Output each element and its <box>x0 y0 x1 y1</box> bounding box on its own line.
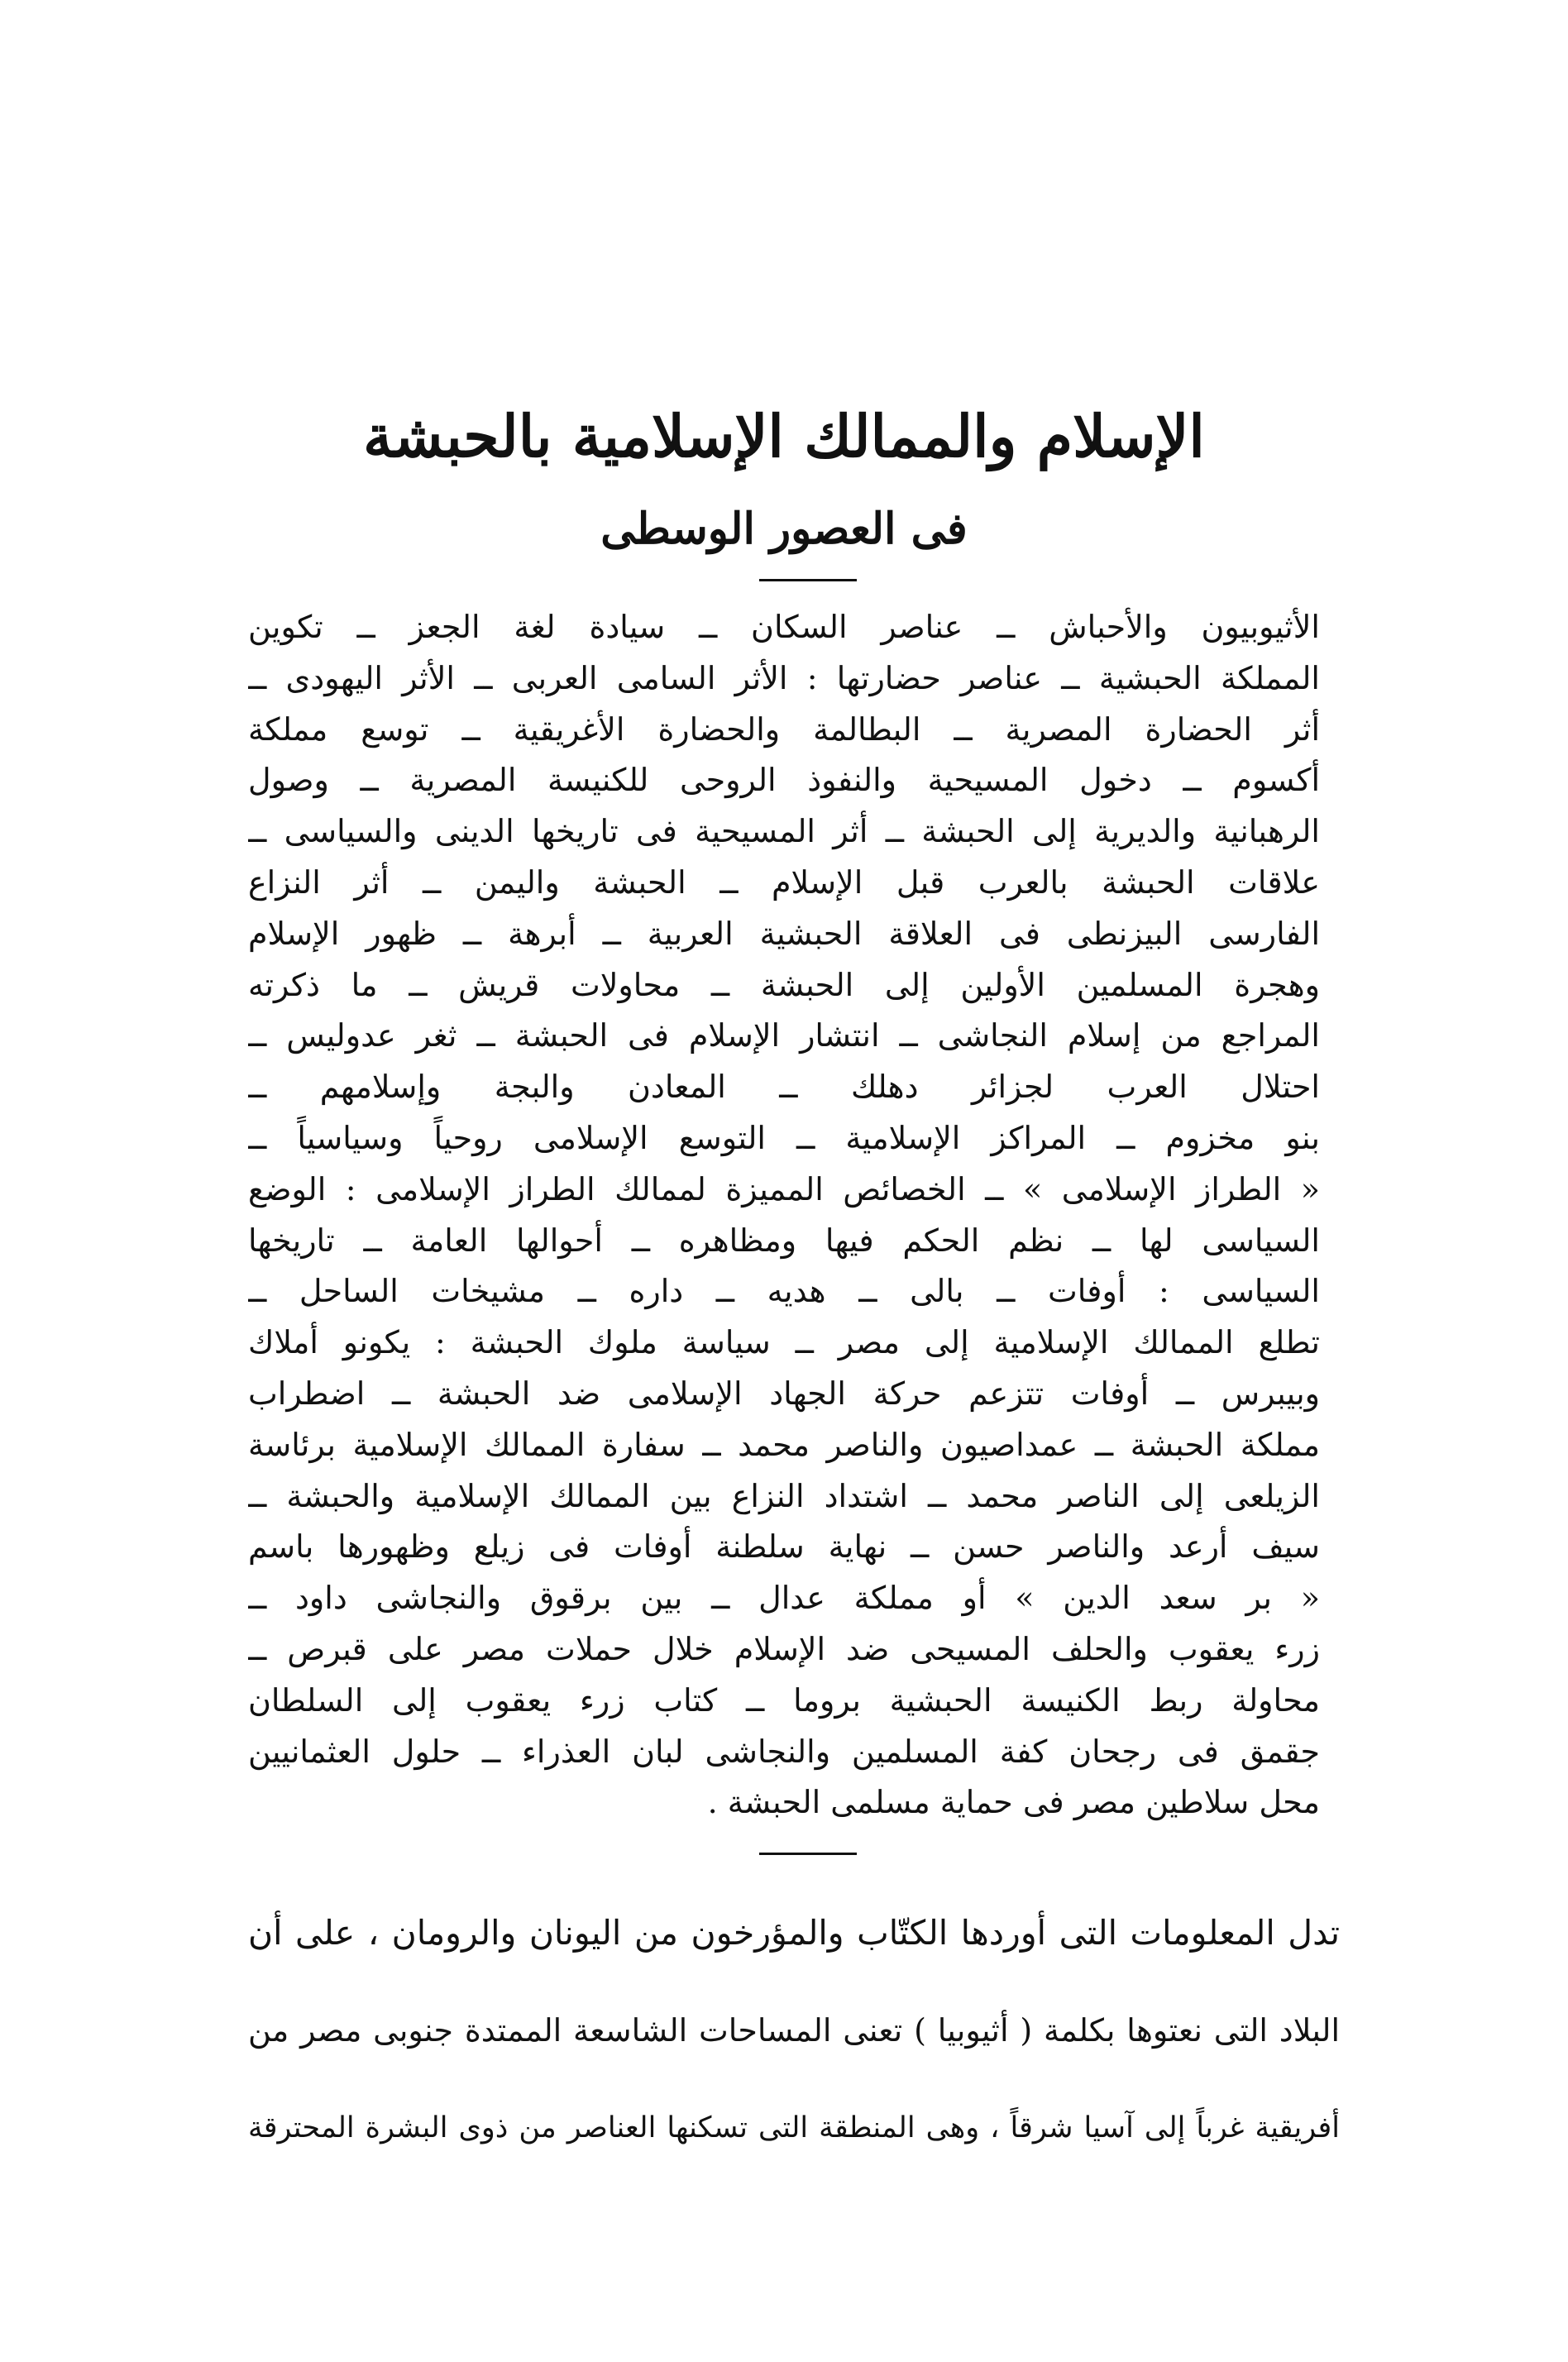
divider-top <box>759 579 857 581</box>
body-line: البلاد التى نعتوها بكلمة ( أثيوبيا ) تعنى المساحات الشاسعة الممتدة جنوبى مصر من <box>248 2012 1340 2049</box>
summary-line: مملكة الحبشة ــ عمداصيون والناصر محمد ــ سفارة الممالك الإسلامية برئاسة <box>248 1426 1320 1463</box>
summary-line: السياسى : أوفات ــ بالى ــ هديه ــ داره ــ مشيخات الساحل ــ <box>248 1273 1320 1310</box>
summary-line: الأثيوبيون والأحباش ــ عناصر السكان ــ سيادة لغة الجعز ــ تكوين <box>248 609 1320 645</box>
body-line: تدل المعلومات التى أوردها الكتّاب والمؤرخون من اليونان والرومان ، على أن <box>248 1913 1340 1953</box>
summary-line: احتلال العرب لجزائر دهلك ــ المعادن والبجة وإسلامهم ــ <box>248 1069 1320 1106</box>
summary-line: محل سلاطين مصر فى حماية مسلمى الحبشة . <box>707 1784 1320 1821</box>
summary-line: المراجع من إسلام النجاشى ــ انتشار الإسلام فى الحبشة ــ ثغر عدوليس ــ <box>248 1017 1320 1054</box>
summary-line: « الطراز الإسلامى » ــ الخصائص المميزة لممالك الطراز الإسلامى : الوضع <box>248 1170 1320 1207</box>
summary-line: المملكة الحبشية ــ عناصر حضارتها : الأثر السامى العربى ــ الأثر اليهودى ــ <box>248 659 1320 696</box>
summary-line: وهجرة المسلمين الأولين إلى الحبشة ــ محاولات قريش ــ ما ذكرته <box>248 966 1320 1003</box>
chapter-subtitle: فى العصور الوسطى <box>600 504 968 554</box>
body-paragraph <box>248 1884 1340 2177</box>
summary-line: جقمق فى رجحان كفة المسلمين والنجاشى لبان العذراء ــ حلول العثمانيين <box>248 1733 1320 1770</box>
summary-line: السياسى لها ــ نظم الحكم فيها ومظاهره ــ أحوالها العامة ــ تاريخها <box>248 1222 1320 1259</box>
summary-line: أكسوم ــ دخول المسيحية والنفوذ الروحى للكنيسة المصرية ــ وصول <box>248 762 1320 799</box>
summary-line: الرهبانية والديرية إلى الحبشة ــ أثر المسيحية فى تاريخها الدينى والسياسى ــ <box>248 813 1320 850</box>
summary-line: أثر الحضارة المصرية ــ البطالمة والحضارة الأغريقية ــ توسع مملكة <box>248 710 1320 748</box>
summary-line: الزيلعى إلى الناصر محمد ــ اشتداد النزاع بين الممالك الإسلامية والحبشة ــ <box>248 1477 1320 1514</box>
summary-line: بنو مخزوم ــ المراكز الإسلامية ــ التوسع الإسلامى روحياً وسياسياً ــ <box>248 1119 1320 1156</box>
summary-line: وبيبرس ــ أوفات تتزعم حركة الجهاد الإسلامى ضد الحبشة ــ اضطراب <box>248 1375 1320 1412</box>
summary-line: سيف أرعد والناصر حسن ــ نهاية سلطنة أوفات فى زيلع وظهورها باسم <box>248 1528 1320 1566</box>
body-line: أفريقية غرباً إلى آسيا شرقاً ، وهى المنطقة التى تسكنها العناصر من ذوى البشرة المحترقة <box>248 2111 1340 2144</box>
chapter-title: الإسلام والممالك الإسلامية بالحبشة <box>363 402 1205 471</box>
summary-line: تطلع الممالك الإسلامية إلى مصر ــ سياسة ملوك الحبشة : يكونو أملاك <box>248 1324 1320 1361</box>
summary-line: الفارسى البيزنطى فى العلاقة الحبشية العربية ــ أبرهة ــ ظهور الإسلام <box>248 915 1320 952</box>
summary-line: زرء يعقوب والحلف المسيحى ضد الإسلام خلال حملات مصر على قبرص ــ <box>248 1630 1320 1667</box>
summary-line: علاقات الحبشة بالعرب قبل الإسلام ــ الحبشة واليمن ــ أثر النزاع <box>248 863 1320 901</box>
summary-line: « بر سعد الدين » أو مملكة عدال ــ بين برقوق والنجاشى داود ــ <box>248 1580 1320 1617</box>
divider-bottom <box>759 1853 857 1855</box>
summary-line: محاولة ربط الكنيسة الحبشية بروما ــ كتاب زرء يعقوب إلى السلطان <box>248 1681 1320 1719</box>
chapter-summary <box>248 602 1320 1829</box>
